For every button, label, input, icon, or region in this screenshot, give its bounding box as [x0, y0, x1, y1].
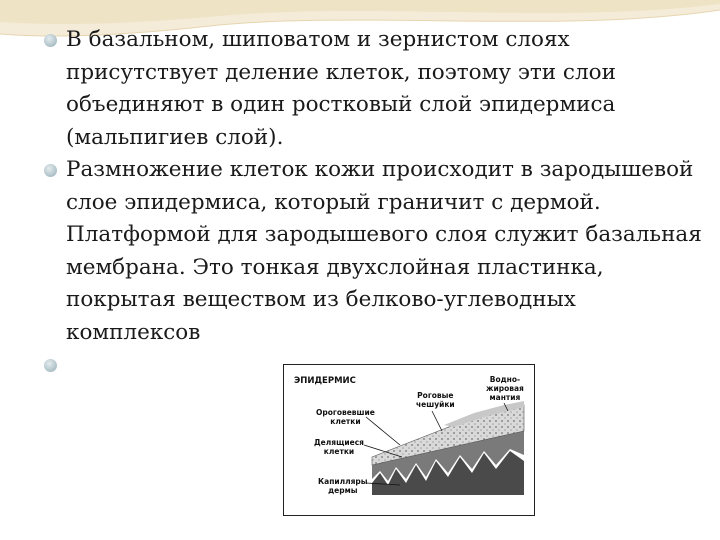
bullet-item: [44, 24, 704, 154]
bullet-icon: [44, 359, 57, 372]
bullet-icon: [44, 34, 57, 47]
figure-title: ЭПИДЕРМИС: [294, 376, 356, 386]
epidermis-diagram: [283, 364, 535, 516]
label-horny-scales: Роговые чешуйки: [416, 391, 455, 409]
bullet-text-1: В базальном, шиповатом и зернистом слоях присутствует деление клеток, поэтому эти слои объединяют в один ростковый слой эпидермиса (мальпигиев слой).: [66, 27, 616, 150]
bullet-text-2: Размножение клеток кожи происходит в зародышевой слое эпидермиса, который граничит с дермой. Платформой для зародышевого слоя служит базальная мембрана. Это тонкая двухслойная пластинка, покрытая веществом из белково-углеводных комплексов: [66, 157, 702, 345]
label-dividing-cells: Делящиеся клетки: [314, 438, 364, 456]
label-dermis-capillaries: Капилляры дермы: [318, 477, 368, 495]
slide-content: [44, 24, 704, 381]
bullet-item: [44, 154, 704, 349]
label-keratinized-cells: Ороговевшие клетки: [316, 408, 375, 426]
label-water-lipid-mantle: Водно- жировая мантия: [486, 375, 524, 402]
bullet-icon: [44, 164, 57, 177]
